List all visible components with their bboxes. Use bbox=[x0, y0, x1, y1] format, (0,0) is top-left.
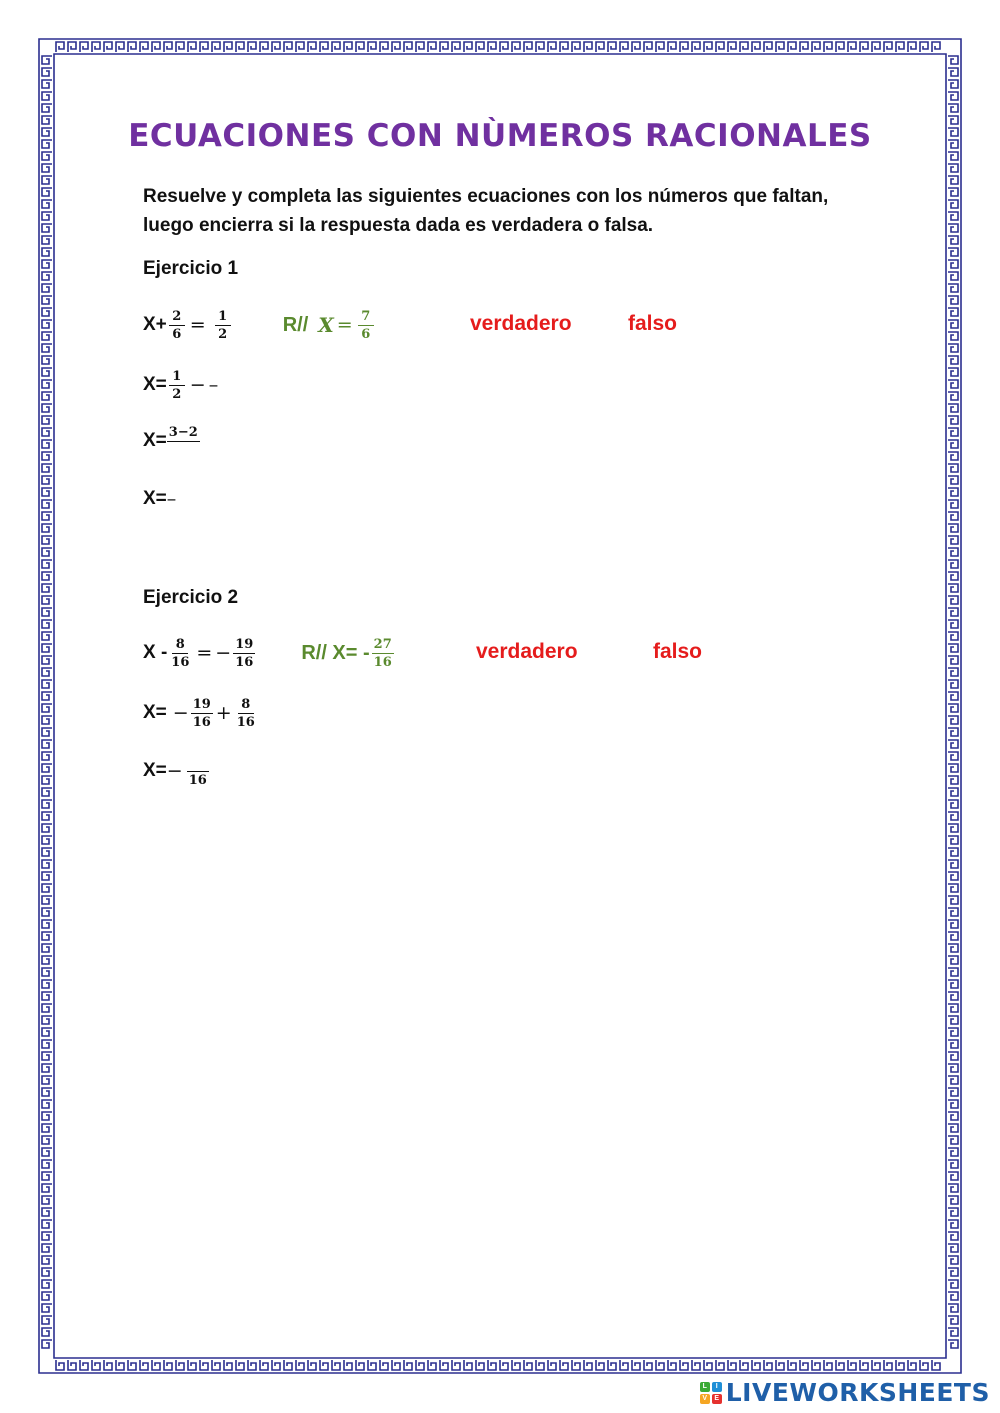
fraction-19-16: $\frac{19}{16}$ bbox=[192, 696, 211, 730]
fraction-blank-16[interactable]: 16 bbox=[187, 755, 209, 788]
exercise-1-label: Ejercicio 1 bbox=[143, 258, 239, 279]
exercise-2-label: Ejercicio 2 bbox=[143, 587, 239, 608]
fraction-8-16: $\frac{8}{16}$ bbox=[171, 636, 190, 670]
step-prefix: X= bbox=[143, 760, 167, 781]
answer-prefix: R// bbox=[282, 313, 309, 336]
blank-fraction[interactable]: – bbox=[166, 488, 177, 510]
exercise-2-step-1 bbox=[143, 688, 259, 738]
option-verdadero-1[interactable]: verdadero bbox=[470, 312, 572, 335]
worksheet-title: ECUACIONES CON NÙMEROS RACIONALES bbox=[128, 118, 872, 154]
step-prefix: X= bbox=[143, 488, 167, 509]
answer-text: R// X= - bbox=[301, 641, 370, 664]
eq-x-minus: X - bbox=[143, 642, 168, 663]
equals-sign: = bbox=[196, 642, 213, 664]
logo-grid-icon: L I V E bbox=[700, 1382, 722, 1404]
step-prefix: X= bbox=[143, 374, 167, 395]
answer-fraction-7-6: $\frac{7}{6}$ bbox=[358, 309, 374, 342]
answer-equals: = bbox=[336, 314, 353, 336]
plus-sign: + bbox=[215, 702, 232, 724]
blank-fraction[interactable]: – bbox=[208, 374, 219, 396]
exercise-1-step-1 bbox=[143, 360, 218, 410]
fraction-1-2: $\frac{1}{2}$ bbox=[215, 309, 231, 342]
fraction-3-minus-2-blank[interactable]: 3−2 bbox=[168, 424, 198, 440]
exercise-2-step-2 bbox=[143, 746, 211, 796]
exercise-2-equation bbox=[143, 628, 396, 678]
minus-sign: − bbox=[215, 642, 232, 664]
fraction-1-2: $\frac{1}{2}$ bbox=[169, 369, 185, 402]
minus-sign: − bbox=[172, 702, 189, 724]
minus-sign: − bbox=[166, 760, 183, 782]
fraction-2-6: $\frac{2}{6}$ bbox=[169, 309, 185, 342]
step-prefix: X= bbox=[143, 430, 167, 451]
option-verdadero-2[interactable]: verdadero bbox=[476, 640, 578, 663]
minus-sign: − bbox=[189, 374, 206, 396]
option-falso-1[interactable]: falso bbox=[628, 312, 678, 335]
step-prefix: X= bbox=[143, 702, 167, 723]
fraction-8-16: $\frac{8}{16}$ bbox=[236, 696, 255, 730]
equals-sign: = bbox=[189, 314, 206, 336]
eq-x-plus: X+ bbox=[143, 314, 167, 335]
brand-name: LIVEWORKSHEETS bbox=[725, 1378, 990, 1407]
answer-x: X bbox=[318, 313, 334, 337]
exercise-1-equation bbox=[143, 300, 376, 350]
instructions: Resuelve y completa las siguientes ecuaciones con los números que faltan, luego encierra si la respuesta dada es verdadera o falsa. bbox=[143, 186, 829, 236]
option-falso-2[interactable]: falso bbox=[653, 640, 703, 663]
answer-fraction-27-16: $\frac{27}{16}$ bbox=[373, 636, 392, 670]
exercise-1-step-3 bbox=[143, 474, 176, 524]
fraction-19-16: $\frac{19}{16}$ bbox=[235, 636, 254, 670]
liveworksheets-logo[interactable] bbox=[700, 1378, 990, 1407]
exercise-1-step-2 bbox=[143, 416, 202, 466]
